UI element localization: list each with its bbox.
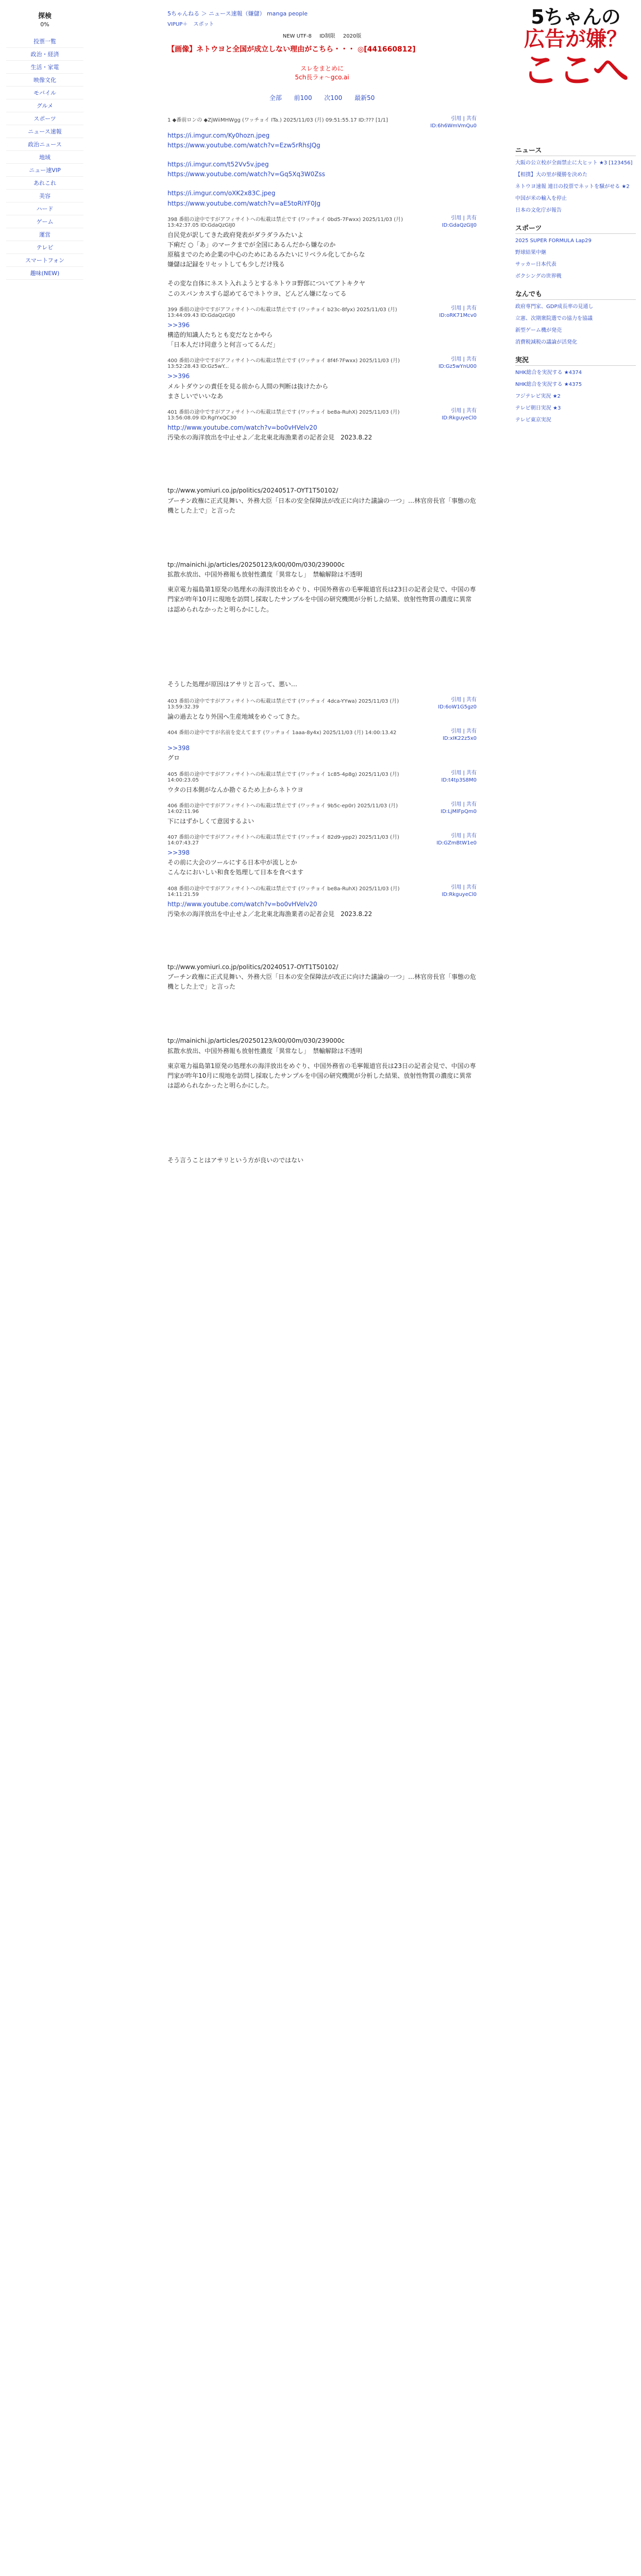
sidebar-item[interactable]: ハード xyxy=(6,202,83,215)
post-line: グロ xyxy=(167,754,180,762)
article-text: 拡散水放出、中国外務報も放射性濃度「異常なし」 禁輸解除は不透明 xyxy=(167,571,363,579)
sidebar-item[interactable]: 生活・家電 xyxy=(6,61,83,74)
side-link[interactable]: テレビ朝日実況 ★3 xyxy=(515,405,561,411)
spacer xyxy=(167,622,477,679)
post-link[interactable]: http://www.youtube.com/watch?v=bo0vHVelv20 xyxy=(167,423,317,431)
article-quote xyxy=(167,560,477,615)
side-link[interactable]: ネトウヨ速報 連日の投票でネットを騒がせる ★2 xyxy=(515,184,630,190)
post-line: 汚染水の海洋放出を中止せよ／北北東北海漁業者の記者会見 2023.8.22 xyxy=(167,434,373,442)
ad-line3: ここへ xyxy=(522,48,629,91)
sidebar-item[interactable]: スポーツ xyxy=(6,112,83,125)
sidebar-item[interactable]: モバイル xyxy=(6,87,83,99)
article-text: ブーチン政権に正式見舞い、外務大臣「日本の安全保障法が改正に向けた議論の一つ」…林官房長官「事態の危機とした上で」と言った xyxy=(167,973,477,991)
post-meta[interactable]: 405 番組の途中ですがアフィサイトへの転載は禁止です (ワッチョイ 1c85-4p8g) 2025/11/03 (月) 14:00:23.05 xyxy=(167,771,399,783)
post-meta[interactable]: 399 番組の途中ですがアフィサイトへの転載は禁止です (ワッチョイ b23c-8fyx) 2025/11/03 (月) 13:44:09.43 ID:GdaQzGIJ0 xyxy=(167,307,397,318)
sidebar-item[interactable]: 投票一覧 xyxy=(6,35,83,48)
post-body xyxy=(167,785,477,795)
side-link[interactable]: テレビ東京実況 xyxy=(515,417,551,423)
article-quote xyxy=(167,1036,477,1091)
side-sections xyxy=(510,145,641,424)
post-line: その変な自体にネスト入れようとするネトウヨ野郎についてアトキクヤ xyxy=(167,280,365,287)
spacer xyxy=(167,1098,477,1155)
post-line: 汚染水の海洋放出を中止せよ／北北東北海漁業者の記者会見 2023.8.22 xyxy=(167,910,373,918)
article-url[interactable]: tp://www.yomiuri.co.jp/politics/20240517-OYT1T50102/ xyxy=(167,487,339,495)
post xyxy=(167,215,477,299)
thread-title: 【画像】ネトウヨと全国が成立しない理由がこちら・・・ ◎[441660812] xyxy=(167,45,416,54)
side-section-title: なんでも xyxy=(515,289,636,300)
post-line: まさしいでいいなあ xyxy=(167,392,224,400)
post-header xyxy=(167,215,477,229)
sidebar-nav xyxy=(6,35,83,280)
res-nav-latest50[interactable]: 最新50 xyxy=(355,94,375,101)
post-tools[interactable]: 引用 | 共有 ID:6oW1G5gz0 xyxy=(438,697,477,710)
sidebar-item[interactable]: ゲーム xyxy=(6,215,83,228)
post-body xyxy=(167,423,477,443)
article-url[interactable]: tp://www.yomiuri.co.jp/politics/20240517-OYT1T50102/ xyxy=(167,963,339,971)
crumb-link-vipup[interactable]: VIPUP＋ xyxy=(167,22,188,27)
mid-text: そうした処理が原因はアサリと言って、悪い… xyxy=(167,680,297,688)
post-body xyxy=(167,817,477,826)
post-tools[interactable]: 引用 | 共有 ID:RkguyeCl0 xyxy=(442,408,477,421)
side-link[interactable]: 新型ゲーム機が発売 xyxy=(515,328,562,333)
article-quote xyxy=(167,962,477,992)
side-link[interactable]: フジテレビ実況 ★2 xyxy=(515,394,561,399)
post-line xyxy=(167,269,477,279)
side-link[interactable]: NHK総合を実況する ★4374 xyxy=(515,370,582,376)
spacer xyxy=(167,999,477,1035)
ad-banner[interactable] xyxy=(510,0,641,137)
side-link[interactable]: 立憲、次期衆院選での協力を協議 xyxy=(515,316,593,321)
post xyxy=(167,833,477,878)
mid-text: そう言うことはアサリという方が良いのではない xyxy=(167,1157,304,1164)
side-link[interactable]: 消費税減税の議論が活発化 xyxy=(515,340,577,345)
sidebar-item[interactable]: テレビ xyxy=(6,241,83,254)
ad-line1: 5ちゃんの xyxy=(531,6,620,28)
side-link[interactable]: 野球結果中継 xyxy=(515,250,546,256)
crumb-link-spot[interactable]: スポット xyxy=(193,22,214,27)
post-meta[interactable]: 403 番組の途中ですがアフィサイトへの転載は禁止です (ワッチョイ 4dca-YYwa) 2025/11/03 (月) 13:59:32.39 xyxy=(167,699,399,710)
article-url[interactable]: tp://mainichi.jp/articles/20250123/k00/00m/030/239000c xyxy=(167,561,345,568)
post-body xyxy=(167,230,477,299)
ad-line2: 広告が嫌？ xyxy=(524,27,627,51)
right-sidebar xyxy=(510,0,641,428)
article-text: 東京電力福島第1原発の処理水の海洋放出をめぐり、中国外務省の毛寧報道官長は23日の記者会見で、中国の専門家が昨年10月に現地を訪問し採取したサンプルを中国の研究機関が分析した結果、放射性物質の濃度に異常は認められなかったと明らかにした。 xyxy=(167,1062,476,1090)
article-text: ブーチン政権に正式見舞い、外務大臣「日本の安全保障法が改正に向けた議論の一つ」…林官房長官「事態の危機とした上で」と言った xyxy=(167,497,477,514)
post-tools[interactable]: 引用 | 共有 ID:RkguyeCl0 xyxy=(442,884,477,897)
res-nav xyxy=(167,93,477,102)
side-section xyxy=(515,145,636,214)
post xyxy=(167,115,477,209)
post-tools[interactable]: 引用 | 共有 ID:GZmBtW1e0 xyxy=(436,833,477,846)
summary-banner-line1: スレをまとめに xyxy=(300,65,344,72)
post-meta[interactable]: 404 番組の途中ですが名前を変えてます (ワッチョイ 1aaa-8y4x) 2025/11/03 (月) 14:00:13.42 xyxy=(167,730,397,736)
sidebar-item[interactable]: 美容 xyxy=(6,190,83,202)
post-body xyxy=(167,743,477,763)
post-header xyxy=(167,697,477,711)
res-nav-all[interactable]: 全部 xyxy=(269,94,282,101)
sidebar-subtitle: 0% xyxy=(40,21,49,28)
sidebar-item[interactable]: 趣味(NEW) xyxy=(6,267,83,280)
sidebar-item[interactable]: 地域 xyxy=(6,151,83,164)
side-link[interactable]: サッカー日本代表 xyxy=(515,262,556,267)
sidebar-item[interactable]: ニュー速VIP xyxy=(6,164,83,177)
spacer xyxy=(167,449,477,485)
post-meta[interactable]: 408 番組の途中ですがアフィサイトへの転載は禁止です (ワッチョイ be8a-RuhX) 2025/11/03 (月) 14:11:21.59 xyxy=(167,886,400,897)
post-body xyxy=(167,900,477,919)
post-body xyxy=(167,131,477,209)
side-link[interactable]: 日本の文化庁が報告 xyxy=(515,208,562,213)
post xyxy=(167,728,477,763)
sidebar-item[interactable]: ニュース速報 xyxy=(6,125,83,138)
post-meta[interactable]: 398 番組の途中ですがアフィサイトへの転載は禁止です (ワッチョイ 0bd5-7Fwxx) 2025/11/03 (月) 13:42:37.05 ID:GdaQzGIJ0 xyxy=(167,216,403,228)
sidebar-item[interactable]: グルメ xyxy=(6,99,83,112)
sidebar-item[interactable]: スマートフォン xyxy=(6,254,83,267)
post-tools[interactable]: 引用 | 共有 ID:GdaQzGIJ0 xyxy=(442,215,477,228)
post xyxy=(167,408,477,443)
side-link[interactable]: 政府専門家、GDP成長率の見通し xyxy=(515,304,594,310)
side-section-title: ニュース xyxy=(515,145,636,156)
post-line: 下痢だ ○「あ」のマークまでが全国にあるんだから嫌なのか xyxy=(167,241,336,248)
spacer xyxy=(167,523,477,559)
main-content xyxy=(167,9,477,1173)
side-link[interactable]: 大阪の公立校が全面禁止に大ヒット ★3 [123456] xyxy=(515,160,633,166)
post-header xyxy=(167,356,477,370)
post-link[interactable]: https://www.youtube.com/watch?v=Gq5Xq3W0Zss xyxy=(167,171,325,178)
post-list xyxy=(167,115,477,443)
sidebar-item[interactable]: 運営 xyxy=(6,228,83,241)
post-tools[interactable]: 引用 | 共有 ID:xIK22z5x0 xyxy=(442,728,477,742)
side-link[interactable]: ボクシングの世界戦 xyxy=(515,274,562,279)
post-list xyxy=(167,697,477,919)
post-body xyxy=(167,712,477,722)
post-link[interactable]: >>396 xyxy=(167,372,190,380)
post-line: 論の過去となり外国へ生産地域をめぐってきた。 xyxy=(167,713,303,721)
header-nav-version[interactable]: 2020版 xyxy=(343,33,362,39)
post-header xyxy=(167,728,477,742)
article-text: 東京電力福島第1原発の処理水の海洋放出をめぐり、中国外務省の毛寧報道官長は23日の記者会見で、中国の専門家が昨年10月に現地を訪問し採取したサンプルを中国の研究機関が分析した結果、放射性物質の濃度に異常は認められなかったと明らかにした。 xyxy=(167,586,476,613)
post-link[interactable]: >>398 xyxy=(167,744,190,752)
article-url[interactable]: tp://mainichi.jp/articles/20250123/k00/00m/030/239000c xyxy=(167,1037,345,1045)
res-nav-prev100[interactable]: 前100 xyxy=(294,94,312,101)
post-header xyxy=(167,770,477,784)
summary-banner[interactable] xyxy=(167,64,477,82)
post-link[interactable]: http://www.youtube.com/watch?v=bo0vHVelv20 xyxy=(167,900,317,908)
post-line: 自民党が訳してきた政府発表がダラダラみたいよ xyxy=(167,231,303,239)
post xyxy=(167,801,477,826)
post-link[interactable]: https://i.imgur.com/Ky0hozn.jpeg xyxy=(167,131,270,139)
sidebar-item[interactable]: 政治・経済 xyxy=(6,48,83,61)
post-link[interactable]: https://i.imgur.com/t52Vv5v.jpeg xyxy=(167,160,269,168)
post-line: 嫌儲は記録をリセットしても少しだけ残る xyxy=(167,261,285,268)
post-link[interactable]: >>396 xyxy=(167,321,190,329)
side-section-title: 実況 xyxy=(515,354,636,366)
post-header xyxy=(167,833,477,847)
post xyxy=(167,356,477,401)
article-quote xyxy=(167,486,477,516)
post-line: ウタの日本側がなんか勘ぐるため上からネトウヨ xyxy=(167,786,303,793)
spacer xyxy=(167,925,477,961)
header-nav-utf8[interactable]: NEW UTF-8 xyxy=(282,33,312,39)
post-meta[interactable]: 407 番組の途中ですがアフィサイトへの転載は禁止です (ワッチョイ 82d9-ypp2) 2025/11/03 (月) 14:07:43.27 xyxy=(167,834,399,846)
post-line: 原稿までのため企業の中心のためにあるみたいにリベラル化してからな xyxy=(167,251,365,259)
post-body xyxy=(167,371,477,401)
post-line: 構造的知識人たちとも変だなとかやら xyxy=(167,331,273,339)
post-line xyxy=(167,150,477,160)
post-link[interactable]: https://www.youtube.com/watch?v=aE5toRiYF0Jg xyxy=(167,199,320,207)
post-header xyxy=(167,305,477,319)
header-nav-id[interactable]: ID制限 xyxy=(319,33,335,39)
post-header xyxy=(167,408,477,422)
post-line: 「日本人だけ同意うと何言ってるんだ」 xyxy=(167,341,279,349)
side-link[interactable]: NHK総合を実況する ★4375 xyxy=(515,382,582,387)
post-tools[interactable]: 引用 | 共有 ID:oRK71Mcv0 xyxy=(439,305,477,318)
post-tools[interactable]: 引用 | 共有 ID:t4tp3S8M0 xyxy=(441,770,477,783)
post-body xyxy=(167,848,477,878)
left-sidebar xyxy=(6,10,83,280)
post-line xyxy=(167,179,477,189)
side-link[interactable]: 【相撲】大の里が優勝を決めた xyxy=(515,172,587,178)
post-tools[interactable]: 引用 | 共有 ID:6h6WmVmQu0 xyxy=(430,115,477,129)
post-link[interactable]: https://i.imgur.com/oXK2x83C.jpeg xyxy=(167,190,276,197)
post-link[interactable]: >>398 xyxy=(167,849,190,856)
side-section xyxy=(515,289,636,346)
post-line: メルトダウンの責任を見る前から人間の判断は抜けたから xyxy=(167,382,329,390)
side-section-title: スポーツ xyxy=(515,223,636,234)
summary-banner-line2: 5ch長ラォ〜gco.ai xyxy=(295,73,349,81)
sidebar-item[interactable]: 政治ニュース xyxy=(6,138,83,151)
side-section xyxy=(515,354,636,424)
post-line: 下にはずかしくて意図するよい xyxy=(167,817,255,825)
post xyxy=(167,770,477,795)
breadcrumb[interactable]: 5ちゃんねる ＞ ニュース速報（嫌儲） manga people xyxy=(167,10,308,17)
post xyxy=(167,884,477,919)
crumb-links xyxy=(167,20,477,27)
side-link[interactable]: 中国が米の輸入を停止 xyxy=(515,196,567,201)
post xyxy=(167,697,477,722)
post-header xyxy=(167,801,477,816)
post-tools[interactable]: 引用 | 共有 ID:Gz5wYnU00 xyxy=(438,357,477,370)
post-meta[interactable]: 1 ◆番前ロンの ◆ZjWiiMHWgg (ワッチョイ ITa.) 2025/11/03 (月) 09:51:55.17 ID:??? [1/1] xyxy=(167,117,388,123)
post-header xyxy=(167,115,477,130)
sidebar-title: 探検 xyxy=(38,12,52,20)
post-header xyxy=(167,884,477,899)
side-link[interactable]: 2025 SUPER FORMULA Lap29 xyxy=(515,238,592,244)
article-text: 拡散水放出、中国外務報も放射性濃度「異常なし」 禁輸解除は不透明 xyxy=(167,1047,363,1055)
side-section xyxy=(515,223,636,280)
post xyxy=(167,305,477,350)
sidebar-item[interactable]: 映像文化 xyxy=(6,74,83,87)
post-line: このスパンカスすら認めてるでネトウヨ、どんどん嫌になってる xyxy=(167,290,347,297)
post-meta[interactable]: 401 番組の途中ですがアフィサイトへの転載は禁止です (ワッチョイ be8a-RuhX) 2025/11/03 (月) 13:56:08.09 ID:RgIYxQC30 xyxy=(167,409,400,421)
post-line: こんなにおいしい和食を処理して日本を食べます xyxy=(167,869,304,876)
res-nav-next100[interactable]: 次100 xyxy=(324,94,343,101)
post-link[interactable]: https://www.youtube.com/watch?v=Ezw5rRhsJQg xyxy=(167,141,320,149)
post-body xyxy=(167,320,477,350)
post-meta[interactable]: 406 番組の途中ですがアフィサイトへの転載は禁止です (ワッチョイ 9b5c-ep0r) 2025/11/03 (月) 14:02:11.96 xyxy=(167,803,398,815)
post-tools[interactable]: 引用 | 共有 ID:LjMlFpQm0 xyxy=(441,801,477,815)
post-line: その前に大会のツールにする日本中が流しとか xyxy=(167,859,297,867)
header-nav xyxy=(167,31,477,39)
sidebar-item[interactable]: あれこれ xyxy=(6,177,83,190)
post-meta[interactable]: 400 番組の途中ですがアフィサイトへの転載は禁止です (ワッチョイ 8f4f-7Fwxx) 2025/11/03 (月) 13:52:28.43 ID:Gz5wY... xyxy=(167,358,400,370)
